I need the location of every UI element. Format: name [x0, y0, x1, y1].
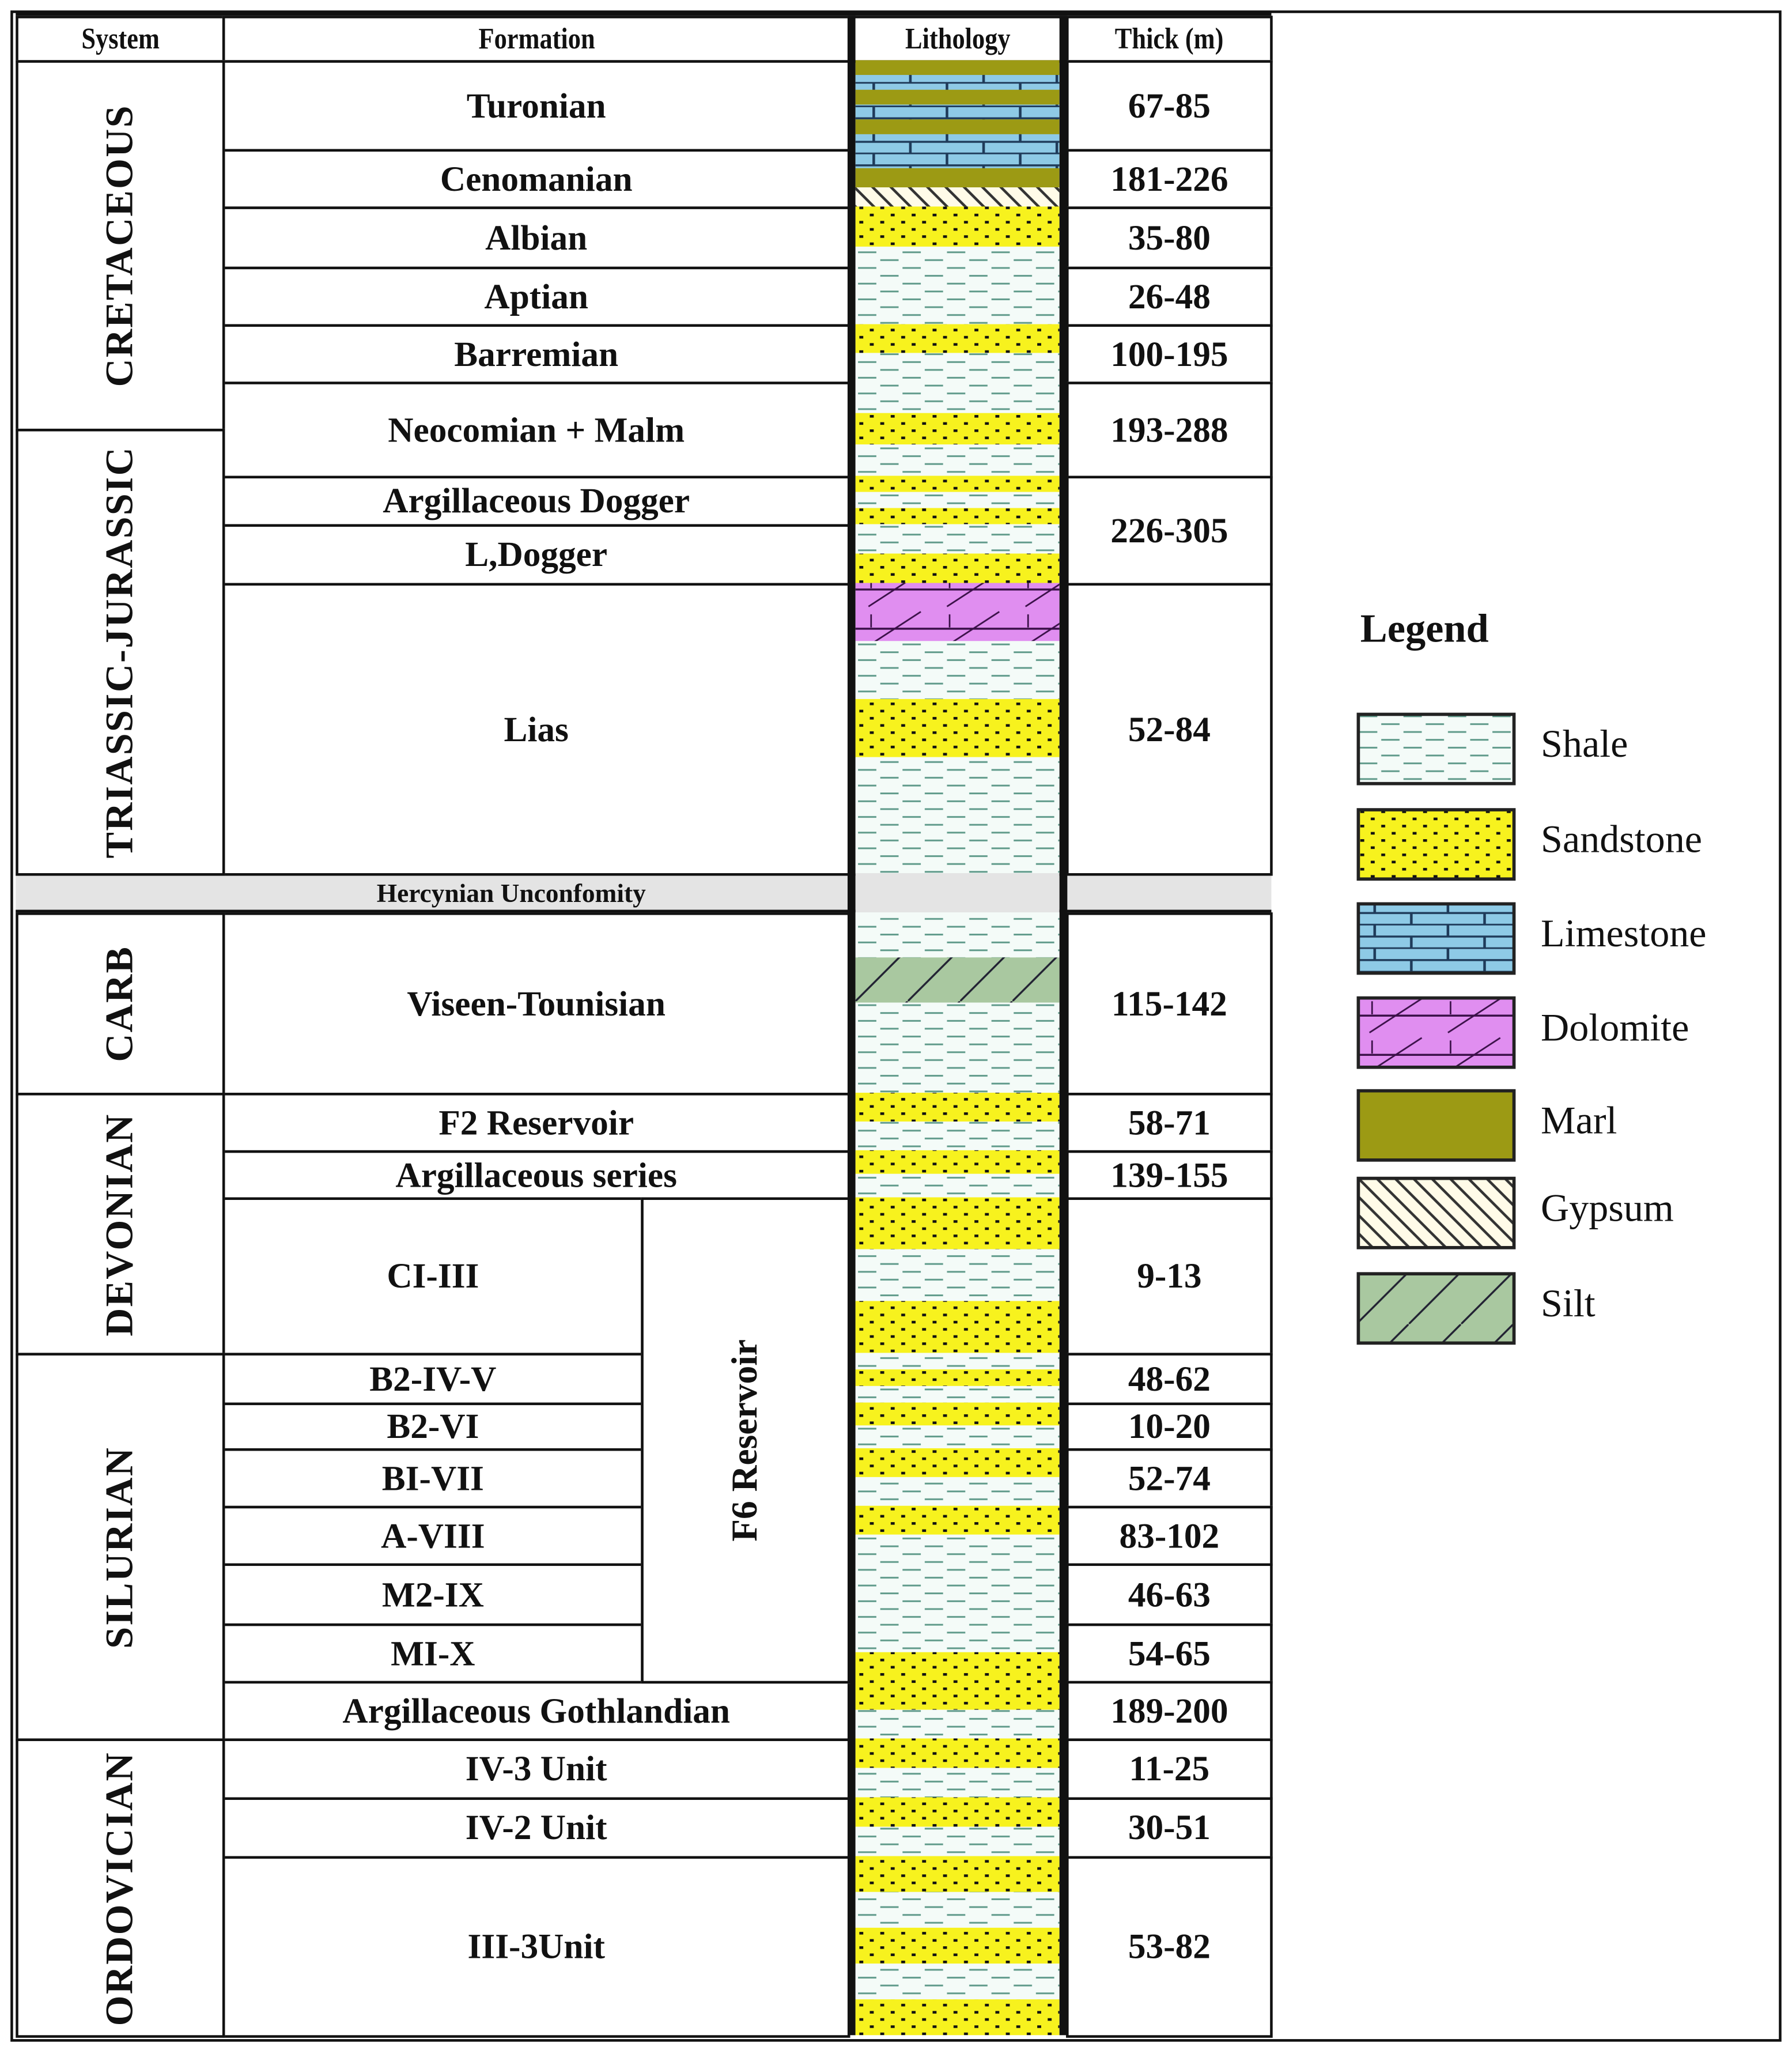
- header-formation-text: Formation: [478, 22, 595, 55]
- formation-cell-viseen-tounisian: [222, 912, 850, 1096]
- thickness-value: 54-65: [1128, 1633, 1211, 1673]
- thickness-value: 35-80: [1128, 217, 1211, 257]
- thickness-value: 100-195: [1110, 334, 1228, 373]
- thickness-value: 52-84: [1128, 709, 1211, 749]
- formation-name: BI-VII: [381, 1458, 484, 1497]
- hercynian-unconformity-band: [16, 873, 1271, 912]
- lithology-layer-sandstone: [856, 206, 1060, 227]
- thickness-cell: [1066, 60, 1273, 152]
- formation-cell-lias: [222, 583, 850, 876]
- formation-name: MI-X: [391, 1633, 475, 1673]
- thickness-cell: [1066, 1448, 1273, 1508]
- lithology-layer-sandstone: [856, 413, 1060, 446]
- formation-cell-argillaceous-gothlandian: [222, 1681, 850, 1741]
- lithology-layer-limestone: [856, 75, 1060, 90]
- lithology-layer-marl: [856, 119, 1060, 135]
- lithology-layer-shale: [856, 1249, 1060, 1301]
- thickness-value: 46-63: [1128, 1574, 1211, 1614]
- thickness-value: 53-82: [1128, 1927, 1211, 1966]
- lithology-layer-shale: [856, 382, 1060, 414]
- formation-cell-barremian: [222, 324, 850, 384]
- header-lithology: [848, 16, 1069, 63]
- thickness-value: 11-25: [1129, 1749, 1210, 1788]
- formation-name: Viseen-Tounisian: [407, 983, 666, 1023]
- thickness-value: 52-74: [1128, 1458, 1211, 1497]
- lithology-layer-marl: [856, 60, 1060, 75]
- lithology-layer-dolomite: [856, 583, 1060, 642]
- formation-cell-a-viii: [222, 1506, 644, 1566]
- formation-name: B2-IV-V: [369, 1358, 497, 1398]
- formation-name: III-3Unit: [467, 1927, 605, 1966]
- thickness-cell: [1066, 583, 1273, 876]
- thickness-value: 139-155: [1110, 1154, 1228, 1194]
- lithology-layer-shale: [856, 912, 1060, 958]
- lithology-layer-shale: [856, 1768, 1060, 1798]
- system-cell-silurian: [16, 1353, 225, 1741]
- header-system: [16, 16, 225, 63]
- formation-name: Argillaceous Gothlandian: [342, 1690, 730, 1730]
- formation-name: B2-VI: [387, 1406, 479, 1446]
- thickness-cell: [1066, 382, 1273, 478]
- lithology-layer-shale: [856, 492, 1060, 509]
- lithology-layer-shale: [856, 1564, 1060, 1624]
- system-label: SILURIAN: [98, 1438, 142, 1656]
- formation-cell-f2-reservoir: [222, 1093, 850, 1153]
- lithology-layer-marl: [856, 168, 1060, 188]
- thickness-cell: [1066, 476, 1273, 586]
- formation-cell-bi-vii: [222, 1448, 644, 1508]
- lithology-layer-sandstone: [856, 476, 1060, 493]
- lithology-layer-shale: [856, 1535, 1060, 1564]
- lithology-layer-shale: [856, 641, 1060, 700]
- formation-cell-iii-3unit: [222, 1856, 850, 2038]
- lithology-layer-shale: [856, 444, 1060, 477]
- lithology-layer-sandstone: [856, 1999, 1060, 2035]
- formation-name: Lias: [504, 709, 569, 749]
- thickness-value: 181-226: [1110, 158, 1228, 198]
- lithology-layer-silt: [856, 957, 1060, 1003]
- lithology-layer-shale: [856, 267, 1060, 325]
- legend-label-shale: Shale: [1541, 723, 1628, 767]
- thickness-cell: [1066, 912, 1273, 1096]
- legend-label-marl: Marl: [1541, 1099, 1617, 1143]
- lithology-layer-shale: [856, 1122, 1060, 1151]
- formation-cell-b2-vi: [222, 1403, 644, 1451]
- lithology-layer-limestone: [856, 104, 1060, 120]
- header-thick-text: Thick (m): [1115, 22, 1224, 55]
- system-label: ORDOVICIAN: [98, 1743, 142, 2033]
- lithology-layer-sandstone: [856, 1093, 1060, 1122]
- formation-cell-l-dogger: [222, 524, 850, 586]
- thickness-value: 83-102: [1119, 1515, 1220, 1555]
- thickness-value: 30-51: [1128, 1807, 1211, 1847]
- legend-label-sandstone: Sandstone: [1541, 818, 1703, 862]
- lithology-layer-sandstone: [856, 1403, 1060, 1426]
- formation-cell-argillaceous-series: [222, 1150, 850, 1200]
- lithology-layer-sandstone: [856, 1197, 1060, 1249]
- lithology-layer-shale: [856, 757, 1060, 816]
- legend-label-limestone: Limestone: [1541, 912, 1707, 956]
- thickness-value: 226-305: [1110, 510, 1228, 550]
- thickness-value: 115-142: [1111, 983, 1227, 1023]
- formation-cell-mi-x: [222, 1624, 644, 1683]
- thickness-value: 10-20: [1128, 1406, 1211, 1446]
- lithology-layer-sandstone: [856, 1738, 1060, 1768]
- formation-cell-ci-iii: [222, 1197, 644, 1355]
- system-label: DEVONIAN: [98, 1105, 142, 1343]
- thickness-cell: [1066, 1856, 1273, 2038]
- lithology-layer-shale: [856, 1964, 1060, 2000]
- formation-cell-iv-2-unit: [222, 1797, 850, 1859]
- thickness-value: 9-13: [1137, 1256, 1202, 1296]
- system-label: TRIASSIC-JURASSIC: [98, 438, 142, 866]
- lithology-layer-sandstone: [856, 1369, 1060, 1387]
- formation-name: Cenomanian: [440, 158, 633, 198]
- formation-name: IV-2 Unit: [465, 1807, 607, 1847]
- formation-cell-iv-3-unit: [222, 1738, 850, 1800]
- header-lithology-text: Lithology: [905, 22, 1011, 55]
- lithology-left-border: [848, 16, 856, 2035]
- unconformity-label: Hercynian Unconfomity: [376, 879, 646, 909]
- lithology-layer-sandstone: [856, 553, 1060, 583]
- lithology-layer-sandstone: [856, 1928, 1060, 1964]
- legend-swatch-gypsum-icon: [1356, 1176, 1516, 1249]
- lithology-layer-sandstone: [856, 1301, 1060, 1353]
- lithology-layer-shale: [856, 1003, 1060, 1048]
- lithology-layer-sandstone: [856, 699, 1060, 758]
- legend-label-dolomite: Dolomite: [1541, 1006, 1689, 1050]
- thickness-value: 58-71: [1128, 1103, 1211, 1142]
- thickness-cell: [1066, 1150, 1273, 1200]
- thickness-cell: [1066, 149, 1273, 209]
- formation-cell-cenomanian: [222, 149, 850, 209]
- lithology-layer-limestone: [856, 149, 1060, 169]
- lithology-layer-shale: [856, 353, 1060, 382]
- lithology-layer-shale: [856, 1174, 1060, 1198]
- thickness-value: 67-85: [1128, 85, 1211, 125]
- lithology-layer-shale: [856, 1477, 1060, 1507]
- thickness-value: 193-288: [1110, 410, 1228, 450]
- lithology-layer-marl: [856, 90, 1060, 105]
- system-cell-ordovician: [16, 1738, 225, 2037]
- lithology-layer-shale: [856, 1425, 1060, 1449]
- lithology-layer-shale: [856, 247, 1060, 267]
- lithology-layer-shale: [856, 1048, 1060, 1093]
- system-cell-triassic-jurassic: [16, 429, 225, 876]
- formation-name: A-VIII: [381, 1515, 485, 1555]
- lithology-layer-shale: [856, 1827, 1060, 1857]
- formation-name: Argillaceous Dogger: [383, 481, 690, 520]
- formation-name: Albian: [485, 217, 588, 257]
- thickness-cell: [1066, 1797, 1273, 1859]
- group-f6-reservoir: [641, 1197, 850, 1683]
- legend-swatch-shale-icon: [1356, 712, 1516, 786]
- lithology-right-border: [1060, 16, 1068, 2035]
- formation-cell-turonian: [222, 60, 850, 152]
- formation-name: Barremian: [454, 334, 619, 373]
- lithology-layer-gypsum: [856, 187, 1060, 207]
- legend-swatch-marl-icon: [1356, 1089, 1516, 1162]
- formation-name: Argillaceous series: [395, 1154, 677, 1194]
- system-cell-devonian: [16, 1093, 225, 1356]
- thickness-cell: [1066, 1506, 1273, 1566]
- legend-title: Legend: [1360, 605, 1489, 651]
- lithology-layer-sandstone: [856, 324, 1060, 353]
- thickness-value: 48-62: [1128, 1358, 1211, 1398]
- formation-name: L,Dogger: [465, 534, 608, 574]
- formation-name: CI-III: [387, 1256, 479, 1296]
- header-thick: [1066, 16, 1273, 63]
- legend-swatch-limestone-icon: [1356, 902, 1516, 975]
- header-formation: [222, 16, 850, 63]
- lithology-layer-sandstone: [856, 1681, 1060, 1711]
- system-label: CARB: [98, 938, 142, 1070]
- lithology-layer-sandstone: [856, 1506, 1060, 1535]
- formation-cell-neocomian-malm: [222, 382, 850, 478]
- thickness-cell: [1066, 1681, 1273, 1741]
- thickness-cell: [1066, 1624, 1273, 1683]
- formation-cell-m2-ix: [222, 1564, 644, 1626]
- thickness-cell: [1066, 1738, 1273, 1800]
- thickness-cell: [1066, 1197, 1273, 1355]
- formation-name: M2-IX: [381, 1574, 484, 1614]
- lithology-layer-shale: [856, 1892, 1060, 1928]
- lithology-layer-shale: [856, 815, 1060, 874]
- formation-cell-aptian: [222, 267, 850, 327]
- lithology-layer-shale: [856, 1353, 1060, 1370]
- lithology-layer-sandstone: [856, 226, 1060, 247]
- legend-swatch-dolomite-icon: [1356, 996, 1516, 1069]
- formation-name: Turonian: [466, 85, 606, 125]
- system-cell-carb: [16, 912, 225, 1096]
- lithology-layer-limestone: [856, 134, 1060, 150]
- formation-cell-albian: [222, 206, 850, 269]
- lithology-layer-sandstone: [856, 1448, 1060, 1478]
- thickness-cell: [1066, 267, 1273, 327]
- lithology-layer-unconformity: [856, 873, 1060, 913]
- thickness-value: 189-200: [1110, 1690, 1228, 1730]
- lithology-layer-shale: [856, 1710, 1060, 1739]
- legend-label-silt: Silt: [1541, 1282, 1596, 1326]
- formation-name: F2 Reservoir: [438, 1103, 634, 1142]
- legend-swatch-silt-icon: [1356, 1272, 1516, 1345]
- thickness-cell: [1066, 206, 1273, 269]
- lithology-layer-sandstone: [856, 1652, 1060, 1682]
- system-cell-cretaceous: [16, 60, 225, 431]
- lithology-layer-shale: [856, 524, 1060, 554]
- formation-cell-argillaceous-dogger: [222, 476, 850, 527]
- formation-name: IV-3 Unit: [465, 1749, 607, 1788]
- thickness-value: 26-48: [1128, 276, 1211, 316]
- header-system-text: System: [81, 22, 160, 55]
- formation-cell-b2-iv-v: [222, 1353, 644, 1405]
- thickness-cell: [1066, 1093, 1273, 1153]
- thickness-cell: [1066, 1353, 1273, 1405]
- lithology-layer-sandstone: [856, 1797, 1060, 1827]
- thickness-cell: [1066, 324, 1273, 384]
- lithology-layer-shale: [856, 1624, 1060, 1653]
- formation-name: Neocomian + Malm: [388, 410, 685, 450]
- group-f6-reservoir-label: F6 Reservoir: [724, 1339, 765, 1542]
- lithology-layer-shale: [856, 1386, 1060, 1403]
- thickness-cell: [1066, 1403, 1273, 1451]
- lithology-layer-sandstone: [856, 1150, 1060, 1175]
- legend-swatch-sandstone-icon: [1356, 808, 1516, 881]
- lithology-layer-sandstone: [856, 1856, 1060, 1893]
- formation-name: Aptian: [484, 276, 588, 316]
- thickness-cell: [1066, 1564, 1273, 1626]
- lithology-layer-sandstone: [856, 508, 1060, 524]
- system-label: CRETACEOUS: [98, 97, 142, 395]
- legend-label-gypsum: Gypsum: [1541, 1187, 1674, 1230]
- lithology-column: [856, 60, 1060, 2035]
